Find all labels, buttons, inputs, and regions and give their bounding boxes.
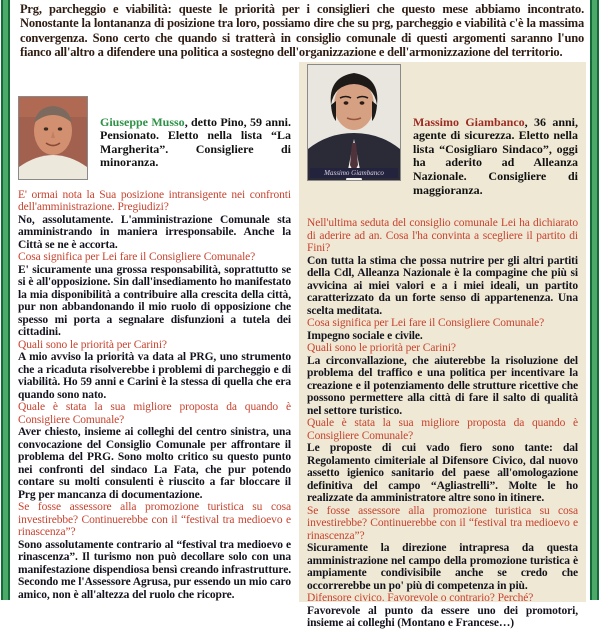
column-musso [16,62,293,602]
answer: Sicuramente la direzione intrapresa da questa amministrazione nel campo della promozione turistica è ampiamente condivisibile anche se credo che occorrerebbe un po' più di competenza in più. [307,542,578,592]
giambanco-photo [307,64,401,181]
giambanco-bio-text: , 36 anni, agente di sicurezza. Eletto nella lista “Cosigliaro Sindaco”, oggi ha aderito ad Alleanza Nazionale. Consigliere di maggioranza. [413,114,578,197]
giambanco-header [307,64,578,198]
question: Se fosse assessore alla promozione turistica su cosa investirebbe? Continuerebbe con il “festival tra medioevo e rinascenza”? [307,504,578,542]
question: Cosa significa per Lei fare il Consigliere Comunale? [18,251,256,264]
interview-columns [16,62,586,630]
answer: Impegno sociale e civile. [307,329,423,342]
musso-portrait-art [19,97,87,179]
musso-photo [18,96,88,180]
musso-header [18,96,291,180]
giambanco-portrait-art [308,65,400,180]
answer: Aver chiesto, insieme ai colleghi del centro sinistra, una convocazione del Consiglio Comunale per affrontare il problema del PRG. Sono molto critico su questo punto nei confronti del sindaco La Fata, che pur potendo contare su molti consulenti è riuscito a far bloccare il Prg per mancanza di documentazione. [18,426,291,501]
column-giambanco [299,62,586,630]
answer: A mio avviso la priorità va data al PRG, uno strumento che a ricaduta risolverebbe i problemi di parcheggio e di viabilità. Ho 59 anni e Carini è la stessa di quella che era quando sono nato. [18,351,291,401]
newsletter-page [16,0,586,630]
question: Quali sono le priorità per Carini? [18,338,167,351]
answer: Sono assolutamente contrario al “festival tra medioevo e rinascenza”. Il turismo non può decollare solo con una manifestazione dispendiosa bensì creando infrastrutture. Secondo me l'Assessore Agrusa, pur essendo un mio caro amico, non è all'altezza del ruolo che ricopre. [18,538,291,601]
answer: Le proposte di cui vado fiero sono tante: dal Regolamento cimiteriale al Difensore Civico, dal nuovo assetto igienico sanitario del paese all'omologazione definitiva del campo “Agliastrelli”. Molte le ho realizzate da amministratore altre sono in itinere. [307,442,578,505]
musso-name: Giuseppe Musso [100,114,185,129]
answer: La circonvallazione, che aiuterebbe la risoluzione del problema del traffico e una politica per incentivare la creazione e il potenziamento delle strutture ricettive che possono permettere alla città di fare il salto di qualità nel settore turistico. [307,354,578,417]
intro-paragraph: Prg, parcheggio e viabilità: queste le priorità per i consiglieri che questo mese abbiamo incontrato. Nonostante la lontananza di posizione tra loro, possiamo dire che su prg, parcheggio e viabilità c'è la massima convergenza. Sono certo che quando si tratterà in consiglio comunale di questi argomenti saranno l'uno fianco all'altro a difendere una politica a sostegno dell'organizzazione e dell'armonizzazione del territorio. [20,2,584,60]
musso-bio-text: , detto Pino, 59 anni. Pensionato. Eletto nella lista “La Margherita”. Consigliere di minoranza. [100,114,291,170]
giambanco-photo-caption: Massimo Giambanco [310,168,398,178]
giambanco-name: Massimo Giambanco [413,114,525,129]
answer: Con tutta la stima che possa nutrire per gli altri partiti della Cdl, Alleanza Nazionale è la compagine che più si avvicina ai miei valori e a i miei ideali, un partito caratterizzato da un forte senso di appartenenza. Una scelta meditata. [307,254,578,317]
question: Nell'ultima seduta del consiglio comunale Lei ha dichiarato di aderire ad an. Cosa l'ha convinta a scegliere il partito di Fini? [307,217,578,255]
page-border-left [1,0,10,600]
page-border-right [590,0,599,600]
question: Difensore civico. Favorevole o contrario? Perché? [307,592,534,605]
question: Se fosse assessore alla promozione turistica su cosa investirebbe? Continuerebbe con il “festival tra medioevo e rinascenza”? [18,501,291,539]
musso-qa [18,189,291,602]
question: Quali sono le priorità per Carini? [307,342,456,355]
question: Quale è stata la sua migliore proposta da quando è Consigliere Comunale? [307,417,578,442]
question: Cosa significa per Lei fare il Consigliere Comunale? [307,317,545,330]
answer: Favorevole al punto da essere uno dei promotori, insieme ai colleghi (Montano e Francese…) [307,604,578,630]
question: E' ormai nota la Sua posizione intransigente nei confronti dell'amministrazione. Pregiudizi? [18,188,291,214]
question: Quale è stata la sua migliore proposta da quando è Consigliere Comunale? [18,401,291,426]
musso-caption [100,116,291,180]
answer: No, assolutamente. L'amministrazione Comunale sta amministrando in maniera irresponsabile. Anche la Città se ne è accorta. [18,213,291,251]
giambanco-qa [307,217,578,630]
answer: E' sicuramente una grossa responsabilità, soprattutto se si è all'opposizione. Sin dall'insediamento ho manifestato la mia disponibilità a contribuire alla crescita della città, pur non abbandonando il mio ruolo di opposizione che spesso mi porta a segnalare disfunzioni a tutela dei cittadini. [18,263,291,339]
giambanco-caption [413,116,578,198]
